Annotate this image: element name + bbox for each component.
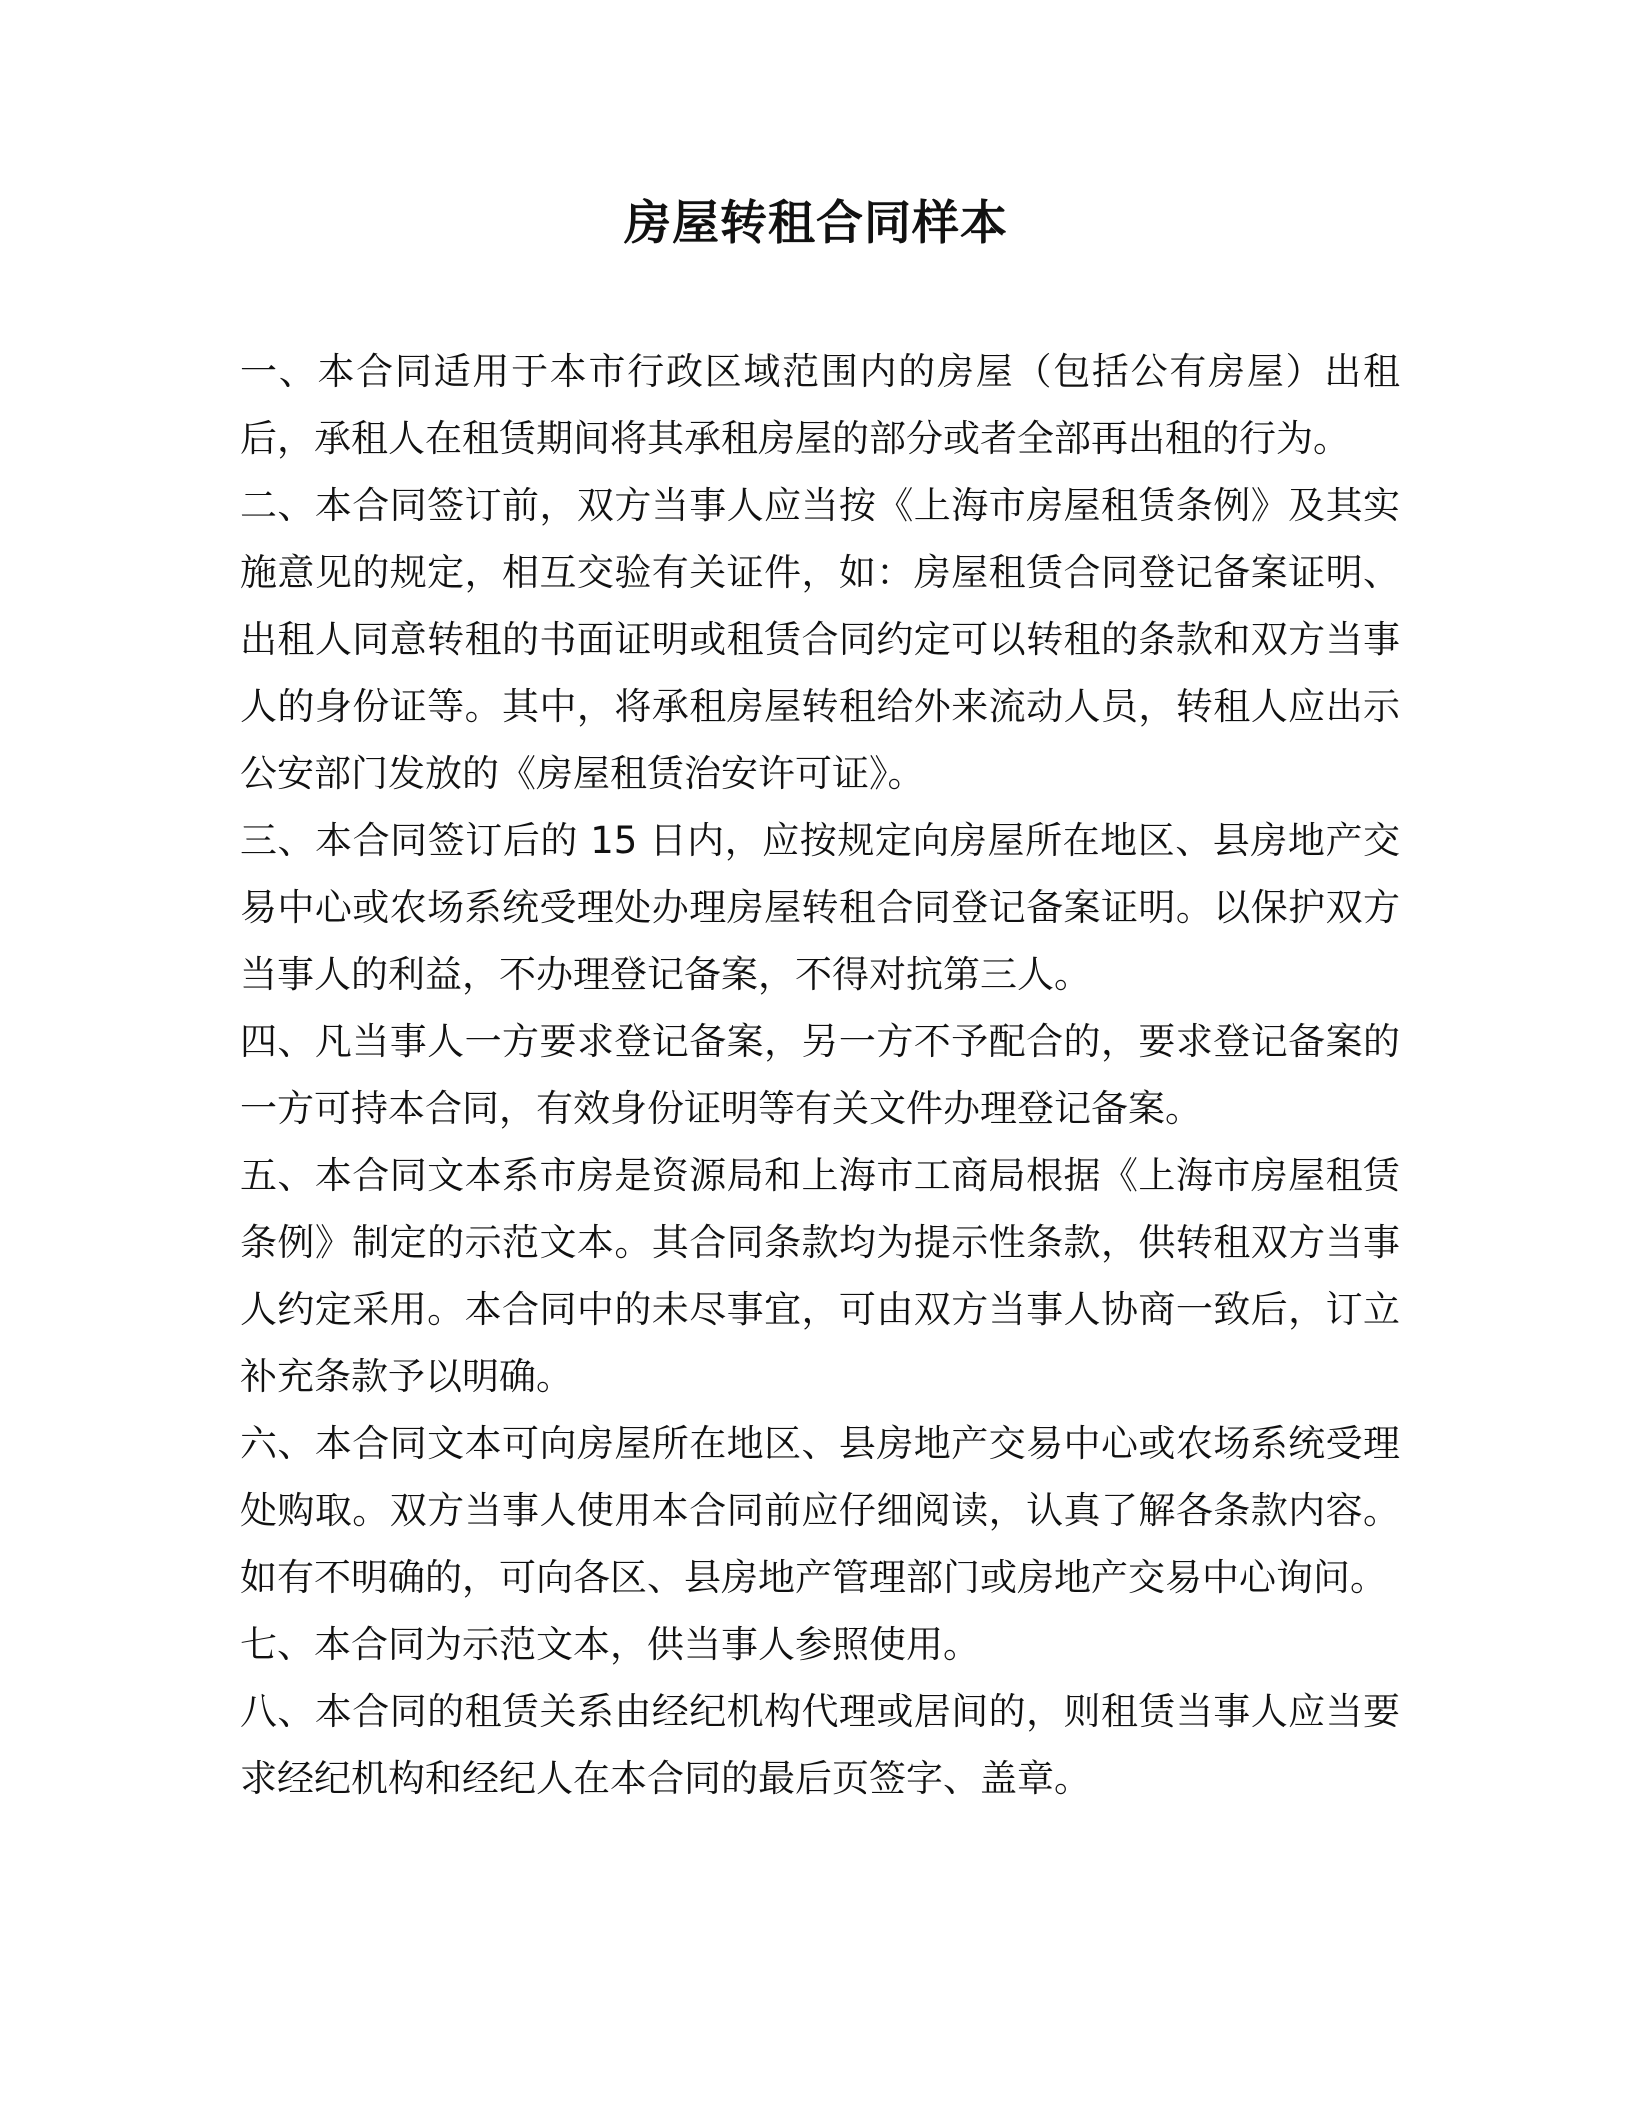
clause-8: 八、本合同的租赁关系由经纪机构代理或居间的，则租赁当事人应当要求经纪机构和经纪人在本合同的最后页签字、盖章。 <box>240 1690 1400 1800</box>
document-title: 房屋转租合同样本 <box>624 196 1008 251</box>
document-body <box>240 338 1400 1812</box>
clause-3: 三、本合同签订后的 15 日内，应按规定向房屋所在地区、县房地产交易中心或农场系统受理处办理房屋转租合同登记备案证明。以保护双方当事人的利益，不办理登记备案，不得对抗第三人。 <box>240 819 1400 996</box>
clause-6: 六、本合同文本可向房屋所在地区、县房地产交易中心或农场系统受理处购取。双方当事人使用本合同前应仔细阅读，认真了解各条款内容。如有不明确的，可向各区、县房地产管理部门或房地产交易中心询问。 <box>240 1422 1400 1599</box>
clause-5: 五、本合同文本系市房是资源局和上海市工商局根据《上海市房屋租赁条例》制定的示范文本。其合同条款均为提示性条款，供转租双方当事人约定采用。本合同中的未尽事宜，可由双方当事人协商一致后，订立补充条款予以明确。 <box>240 1154 1400 1398</box>
clause-7: 七、本合同为示范文本，供当事人参照使用。 <box>240 1623 980 1666</box>
clause-4: 四、凡当事人一方要求登记备案，另一方不予配合的，要求登记备案的一方可持本合同，有效身份证明等有关文件办理登记备案。 <box>240 1020 1400 1130</box>
clause-2: 二、本合同签订前，双方当事人应当按《上海市房屋租赁条例》及其实施意见的规定，相互交验有关证件，如：房屋租赁合同登记备案证明、出租人同意转租的书面证明或租赁合同约定可以转租的条款和双方当事人的身份证等。其中，将承租房屋转租给外来流动人员，转租人应出示公安部门发放的《房屋租赁治安许可证》。 <box>240 484 1400 795</box>
clause-1: 一、本合同适用于本市行政区域范围内的房屋（包括公有房屋）出租后，承租人在租赁期间将其承租房屋的部分或者全部再出租的行为。 <box>240 350 1400 460</box>
